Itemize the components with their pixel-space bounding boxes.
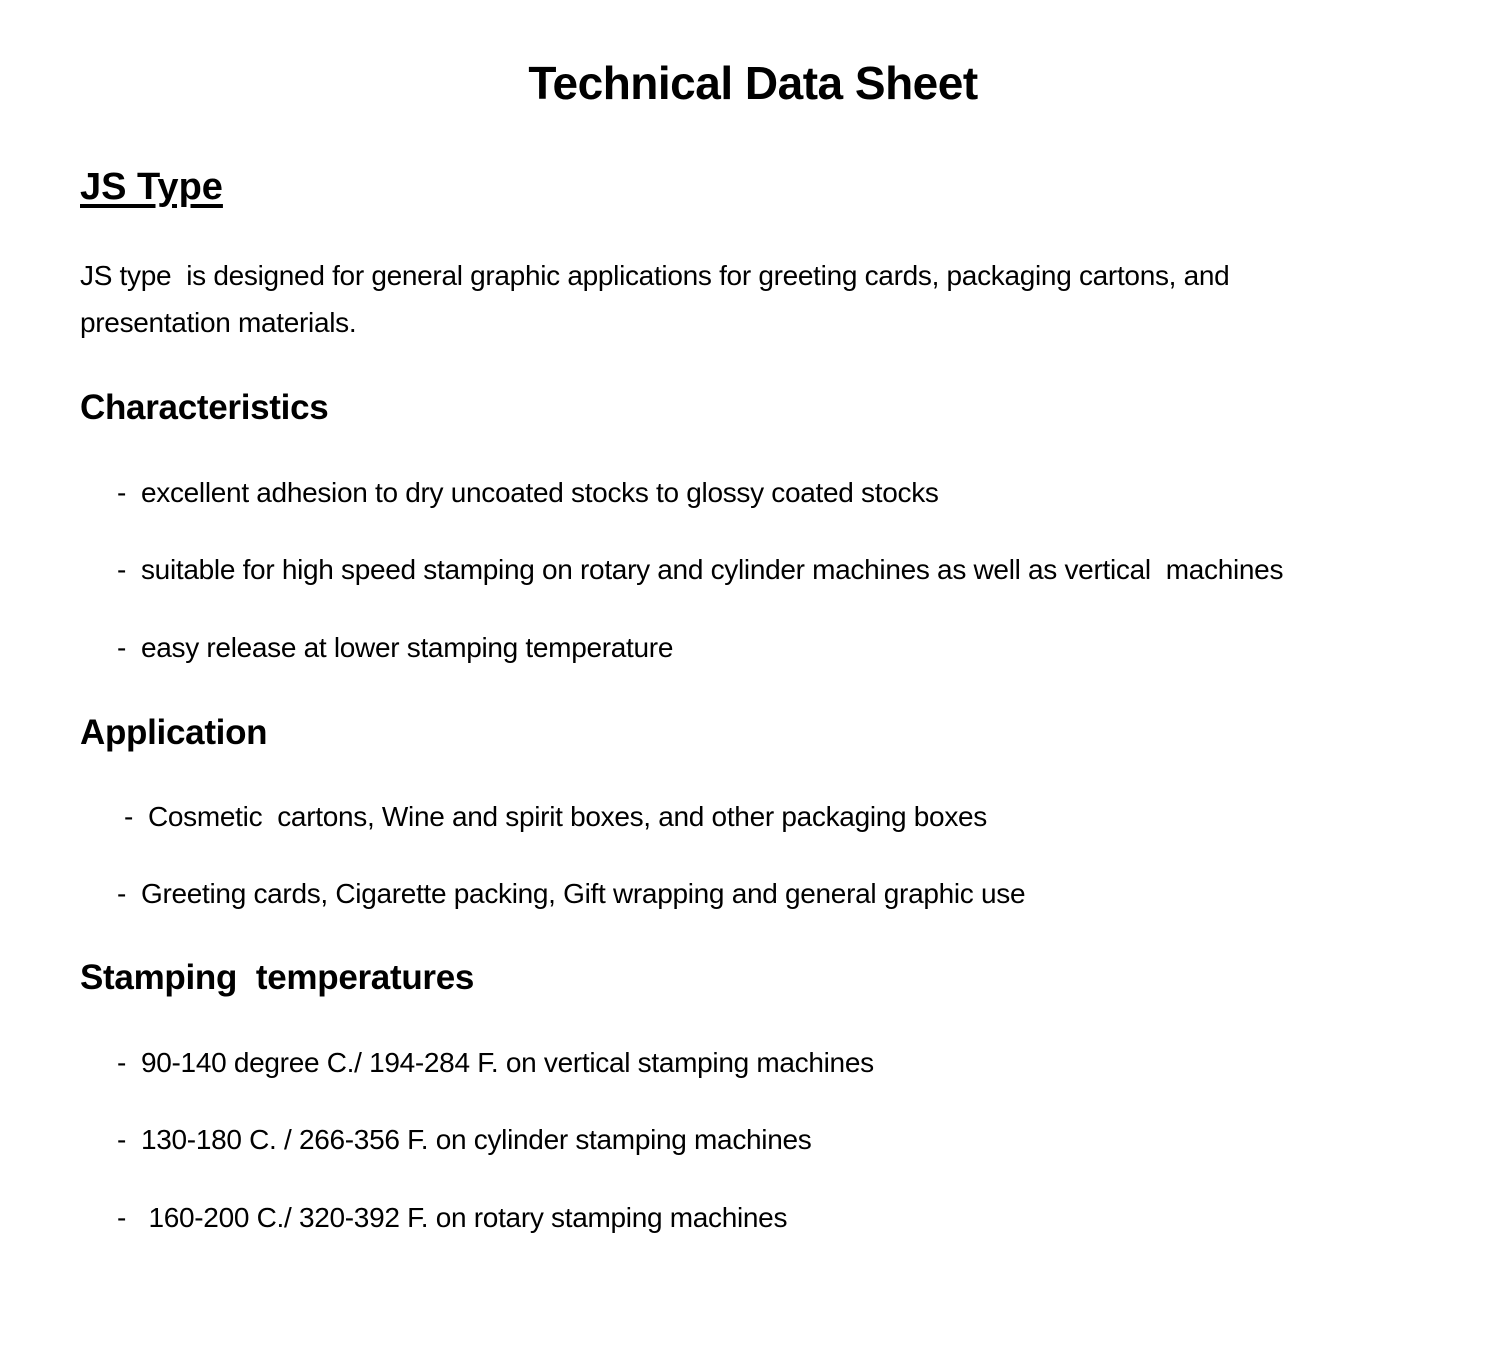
temperature-item: - 130-180 C. / 266-356 F. on cylinder stamping machines: [117, 1124, 812, 1155]
intro-line-1: JS type is designed for general graphic applications for greeting cards, packaging cartons, and: [80, 260, 1230, 291]
application-item: - Greeting cards, Cigarette packing, Gift wrapping and general graphic use: [117, 878, 1026, 909]
intro-line-2: presentation materials.: [80, 307, 357, 338]
product-heading: JS Type: [80, 166, 223, 208]
characteristics-heading: Characteristics: [80, 388, 329, 427]
characteristics-item: - excellent adhesion to dry uncoated stocks to glossy coated stocks: [117, 477, 939, 508]
temperature-item: - 160-200 C./ 320-392 F. on rotary stamping machines: [117, 1202, 788, 1233]
application-heading: Application: [80, 713, 268, 752]
temperature-item: - 90-140 degree C./ 194-284 F. on vertical stamping machines: [117, 1047, 874, 1078]
application-item: - Cosmetic cartons, Wine and spirit boxes, and other packaging boxes: [124, 801, 987, 832]
characteristics-item: - suitable for high speed stamping on rotary and cylinder machines as well as vertical machines: [117, 554, 1284, 585]
page-title: Technical Data Sheet: [528, 57, 978, 109]
characteristics-item: - easy release at lower stamping temperature: [117, 632, 674, 663]
temperatures-heading: Stamping temperatures: [80, 958, 475, 997]
